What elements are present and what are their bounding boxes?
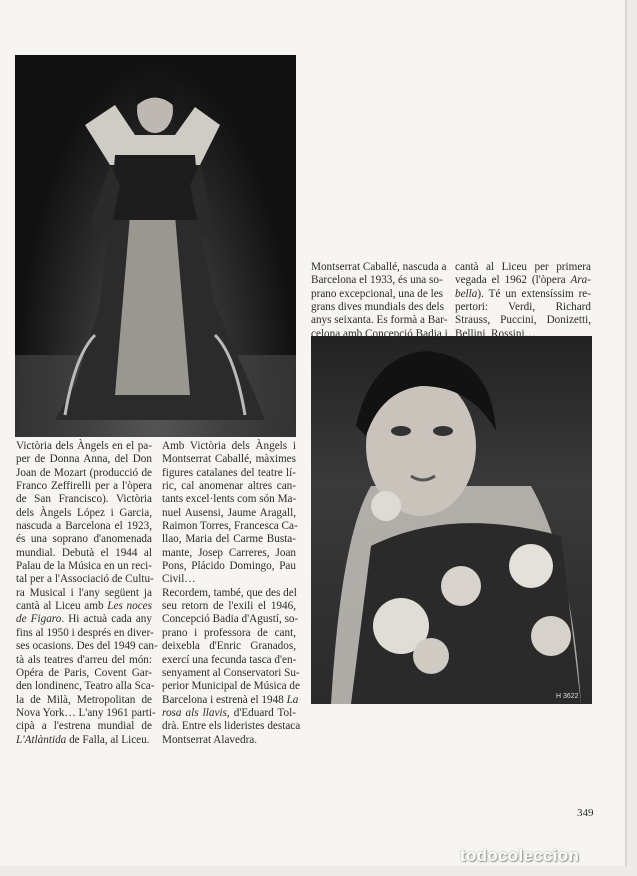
text-segment: Montserrat Alavedra. (162, 733, 258, 746)
text-line (16, 680, 155, 693)
text-segment: per de Donna Anna, del Don (16, 453, 152, 466)
text-segment: Amb Victòria dels Àngels i (162, 440, 296, 452)
text-segment: den londinenc, Teatro alla Sca- (16, 680, 155, 693)
text-line (162, 453, 296, 466)
text-line (162, 467, 296, 480)
text-line (162, 600, 296, 613)
text-segment: ric, cal anomenar altres can- (162, 480, 296, 493)
text-line (162, 507, 296, 520)
text-line (16, 507, 152, 520)
text-segment: Bellini, Rossini… (455, 327, 536, 340)
text-line (162, 654, 296, 667)
text-segment: . Hi actuà cada any (61, 613, 152, 626)
text-line (311, 274, 442, 287)
text-segment: Concepció Badia d'Agustí, so- (162, 613, 299, 626)
text-line (16, 654, 152, 667)
text-segment: grans dives mundials des dels (311, 301, 444, 314)
text-line (162, 547, 296, 560)
text-line (455, 328, 591, 341)
text-line (16, 720, 152, 733)
text-line (16, 627, 152, 640)
text-line (455, 301, 591, 314)
text-segment: Strauss, Puccini, Donizetti, (455, 314, 591, 327)
text-line (455, 261, 591, 274)
text-segment: ses ocasions. Des del 1949 can- (16, 640, 158, 653)
text-segment: cipà a l'estrena mundial de (16, 720, 152, 733)
text-line (16, 440, 152, 453)
italic-title: bella (455, 287, 478, 300)
text-segment: mante, Josep Carreres, Joan (162, 546, 296, 559)
text-line (162, 734, 296, 747)
text-segment: drà. Entre els lideristes destaca (162, 720, 301, 733)
text-line (311, 301, 442, 314)
italic-title: de Figaro (16, 613, 62, 626)
text-line (162, 493, 296, 506)
text-segment: Montserrat Caballé, màximes (162, 453, 296, 466)
text-line (16, 493, 152, 506)
text-segment: cantà al Liceu per primera (455, 261, 591, 273)
text-line (16, 600, 152, 613)
text-segment: mundial. Debutà el 1944 al (16, 546, 152, 559)
text-line (162, 707, 296, 720)
text-segment: prano i professora de cant, (162, 626, 296, 639)
text-line (162, 520, 296, 533)
text-line (162, 666, 300, 680)
text-line (162, 533, 296, 546)
italic-title: rosa als llavis (162, 706, 227, 719)
text-segment: tants excel·lents com són Ma- (162, 493, 297, 506)
italic-title: La (286, 693, 299, 706)
text-line (455, 314, 591, 327)
text-segment: Franco Zeffirelli per a l'òpera (16, 480, 152, 493)
text-segment: de San Francisco). Victòria (16, 493, 152, 506)
text-segment: Montserrat Caballé, nascuda a (311, 261, 447, 273)
photo-montserrat-caballe (311, 336, 592, 704)
text-segment: llao, Maria del Carme Busta- (162, 533, 296, 546)
text-segment: Palau de la Música en un reci- (16, 560, 152, 573)
text-segment: vegada el 1962 (l'òpera (455, 274, 571, 287)
text-line (162, 613, 299, 626)
text-line (162, 480, 296, 493)
text-segment: senyament al Conservatori Su- (162, 666, 300, 679)
text-line (162, 720, 301, 733)
page-number: 349 (577, 807, 594, 819)
text-segment: nuel Ausensi, Jaume Aragall, (162, 506, 296, 519)
text-column-4 (455, 261, 591, 341)
text-line (16, 560, 152, 573)
text-segment: Raimon Torres, Francesca Ca- (162, 520, 298, 533)
text-line (455, 274, 591, 287)
text-segment: Victòria dels Àngels en el pa- (16, 440, 152, 452)
text-line (16, 734, 152, 747)
text-segment: deixebla d'Enric Granados, (162, 640, 296, 653)
text-line (16, 480, 152, 493)
text-line (16, 467, 152, 480)
text-line (162, 440, 296, 453)
text-column-3 (311, 261, 448, 341)
text-line (16, 613, 152, 626)
text-segment: seu retorn de l'exili el 1946, (162, 600, 296, 613)
text-line (16, 667, 152, 680)
text-line (16, 587, 152, 600)
text-line (16, 694, 152, 707)
text-segment: de Falla, al Liceu. (66, 733, 150, 746)
text-segment: exercí una fecunda tasca d'en- (162, 653, 297, 666)
text-segment: prano excepcional, una de les (311, 287, 444, 300)
text-segment: ra Musical i l'any següent ja (16, 586, 152, 599)
text-line (162, 627, 296, 640)
text-segment: celona amb Concepció Badia i (311, 327, 448, 340)
text-line (162, 573, 296, 586)
text-segment: Nova York… L'any 1961 parti- (16, 706, 156, 719)
text-line (162, 693, 299, 707)
text-segment: és una soprano d'anomenada (16, 533, 152, 546)
text-line (162, 680, 300, 693)
text-segment: tà als teatres d'arreu del món: (16, 653, 152, 666)
text-line (311, 314, 448, 327)
text-segment: anys seixanta. Es formà a Bar- (311, 314, 448, 327)
text-line (16, 533, 152, 546)
text-line (311, 288, 442, 301)
text-column-2 (162, 440, 301, 747)
text-segment: Barcelona i estrenà el 1948 (162, 693, 287, 706)
text-segment: , d'Eduard Tol- (226, 706, 296, 719)
text-column-1 (16, 440, 158, 747)
text-line (455, 288, 591, 301)
text-segment: dels Àngels López i Garcia, (16, 506, 152, 519)
opera-singer-figure (15, 55, 296, 437)
text-segment: Pons, Plácido Domingo, Pau (162, 560, 296, 573)
text-line (16, 520, 152, 533)
text-line (16, 706, 156, 720)
text-segment: nascuda a Barcelona el 1923, (16, 520, 152, 533)
text-segment: figures catalanes del teatre lí- (162, 466, 296, 479)
italic-title: Les noces (107, 600, 152, 613)
text-segment: pertori: Verdi, Richard (455, 301, 591, 314)
italic-title: Ara- (570, 274, 591, 287)
text-segment: Joan de Mozart (producció de (16, 466, 152, 479)
photo-mark: H 3622 (556, 693, 579, 700)
text-line (16, 640, 158, 653)
text-segment: tal per a l'Associació de Cultu- (16, 573, 154, 586)
text-segment: Barcelona el 1933, és una so- (311, 274, 443, 287)
text-line (162, 587, 296, 600)
text-line (162, 560, 296, 573)
text-segment: ). Té un extensíssim re- (477, 287, 591, 300)
watermark: todocoleccion (460, 846, 580, 865)
text-line (16, 547, 152, 560)
text-line (311, 327, 448, 341)
text-line (16, 453, 152, 466)
text-segment: la de Milà, Metropolitan de (16, 693, 152, 706)
text-segment: Recordem, també, que des del (162, 586, 297, 599)
photo-victoria-dels-angels (15, 55, 296, 437)
text-segment: Civil… (162, 573, 196, 586)
text-segment: fins al 1950 i després en diver- (16, 626, 154, 639)
text-line (311, 261, 447, 274)
text-segment: Opéra de Paris, Covent Gar- (16, 666, 152, 679)
portrait-figure (311, 336, 592, 704)
italic-title: L'Atlàntida (16, 733, 67, 746)
text-line (162, 640, 296, 653)
text-segment: perior Municipal de Música de (162, 680, 300, 693)
text-segment: cantà al Liceu amb (16, 600, 108, 613)
text-line (16, 573, 152, 586)
